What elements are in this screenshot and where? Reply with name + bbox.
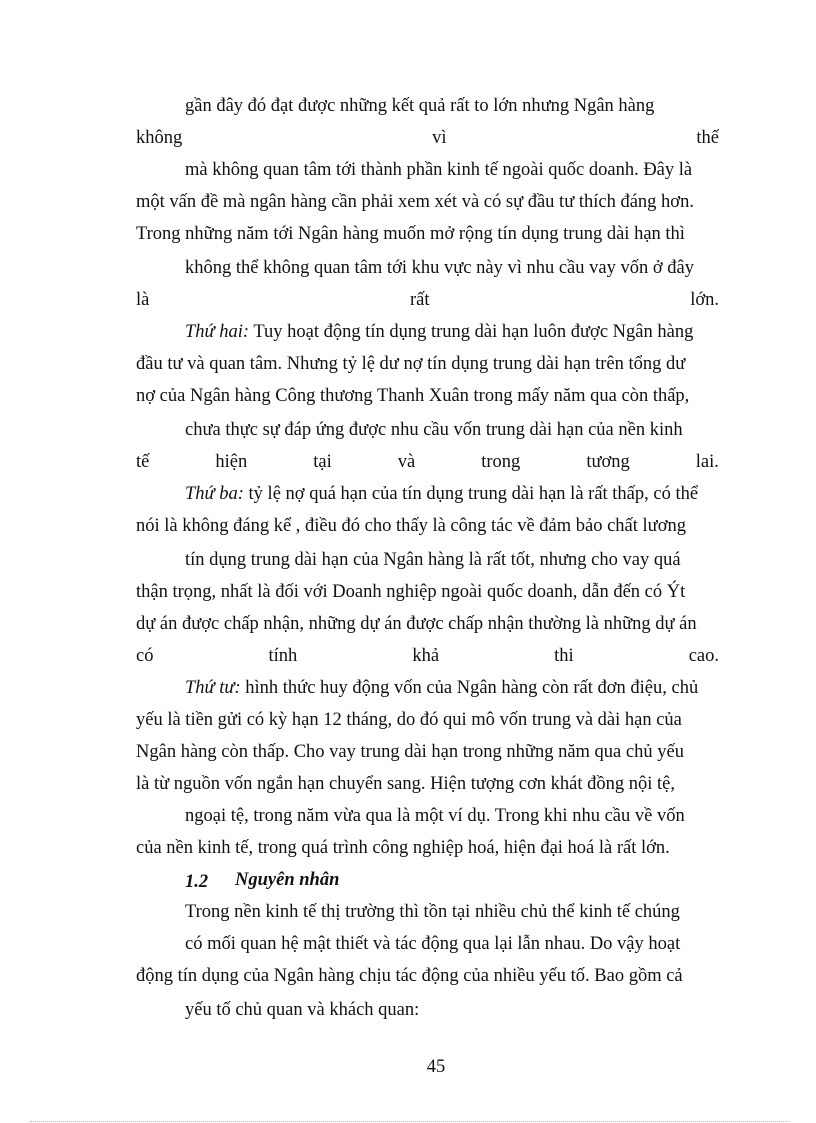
text-line-justified <box>136 122 719 154</box>
text-line: không thể không quan tâm tới khu vực này vì nhu cầu vay vốn ở đây <box>185 258 694 278</box>
word: tế <box>136 452 150 472</box>
text-line: đầu tư và quan tâm. Nhưng tỷ lệ dư nợ tín dụng trung dài hạn trên tổng dư <box>136 354 686 374</box>
text-line-justified <box>136 284 719 316</box>
word: vì <box>432 128 447 148</box>
word: thi <box>554 646 574 666</box>
word: cao. <box>688 646 719 666</box>
text-line: dự án được chấp nhận, những dự án được chấp nhận thường là những dự án <box>136 614 697 634</box>
text-line <box>185 316 719 348</box>
text-line <box>185 672 719 704</box>
text-line-justified <box>136 640 719 672</box>
word: và <box>397 452 416 472</box>
word: tại <box>313 452 332 472</box>
text-line: có mối quan hệ mật thiết và tác động qua lại lẫn nhau. Do vậy hoạt <box>185 934 681 954</box>
page-bottom-border <box>30 1121 790 1122</box>
text-line: Trong những năm tới Ngân hàng muốn mở rộng tín dụng trung dài hạn thì <box>136 224 685 244</box>
paragraph-label: Thứ tư: <box>185 678 241 698</box>
word: lai. <box>695 452 719 472</box>
text-line: Ngân hàng còn thấp. Cho vay trung dài hạn trong những năm qua chủ yếu <box>136 742 684 762</box>
word: rất <box>410 290 430 310</box>
paragraph-text: Tuy hoạt động tín dụng trung dài hạn luôn được Ngân hàng <box>249 322 694 342</box>
text-line: tín dụng trung dài hạn của Ngân hàng là rất tốt, nhưng cho vay quá <box>185 550 681 570</box>
word: thế <box>696 128 719 148</box>
text-line: nói là không đáng kể , điều đó cho thấy là công tác về đảm bảo chất lương <box>136 516 686 536</box>
text-line: là từ nguồn vốn ngắn hạn chuyển sang. Hiện tượng cơn khát đồng nội tệ, <box>136 774 676 794</box>
word: tính <box>268 646 298 666</box>
section-heading: Nguyên nhân <box>235 870 340 890</box>
text-line: yếu là tiền gửi có kỳ hạn 12 tháng, do đó qui mô vốn trung và dài hạn của <box>136 710 682 730</box>
paragraph-label: Thứ hai: <box>185 322 250 342</box>
text-line <box>185 478 719 510</box>
word: lớn. <box>690 290 719 310</box>
word: không <box>136 128 183 148</box>
paragraph-text: hình thức huy động vốn của Ngân hàng còn rất đơn điệu, chủ <box>240 678 699 698</box>
word: có <box>136 646 154 666</box>
word: khả <box>412 646 440 666</box>
paragraph-label: Thứ ba: <box>185 484 244 504</box>
word: trong <box>481 452 521 472</box>
word: tương <box>586 452 630 472</box>
paragraph-text: tỷ lệ nợ quá hạn của tín dụng trung dài hạn là rất thấp, có thể <box>243 484 699 504</box>
text-line: chưa thực sự đáp ứng được nhu cầu vốn trung dài hạn của nền kinh <box>185 420 683 440</box>
text-line-justified <box>136 446 719 478</box>
text-line: ngoại tệ, trong năm vừa qua là một ví dụ. Trong khi nhu cầu về vốn <box>185 806 685 826</box>
text-line: động tín dụng của Ngân hàng chịu tác động của nhiều yếu tố. Bao gồm cả <box>136 966 683 986</box>
page-number: 45 <box>426 1057 446 1077</box>
section-number: 1.2 <box>185 872 209 892</box>
word: là <box>136 290 150 310</box>
text-line: thận trọng, nhất là đối với Doanh nghiệp ngoài quốc doanh, dẫn đến có Ýt <box>136 582 686 602</box>
text-line: yếu tố chủ quan và khách quan: <box>185 1000 420 1020</box>
text-line: nợ của Ngân hàng Công thương Thanh Xuân trong mấy năm qua còn thấp, <box>136 386 690 406</box>
text-line: của nền kinh tế, trong quá trình công nghiệp hoá, hiện đại hoá là rất lớn. <box>136 838 670 858</box>
word: hiện <box>215 452 248 472</box>
text-line: Trong nền kinh tế thị trường thì tồn tại nhiều chủ thể kinh tế chúng <box>185 902 680 922</box>
text-line: một vấn đề mà ngân hàng cần phải xem xét và có sự đầu tư thích đáng hơn. <box>136 192 694 212</box>
text-line: gần đây đó đạt được những kết quả rất to lớn nhưng Ngân hàng <box>185 96 655 116</box>
text-line: mà không quan tâm tới thành phần kinh tế ngoài quốc doanh. Đây là <box>185 160 693 180</box>
